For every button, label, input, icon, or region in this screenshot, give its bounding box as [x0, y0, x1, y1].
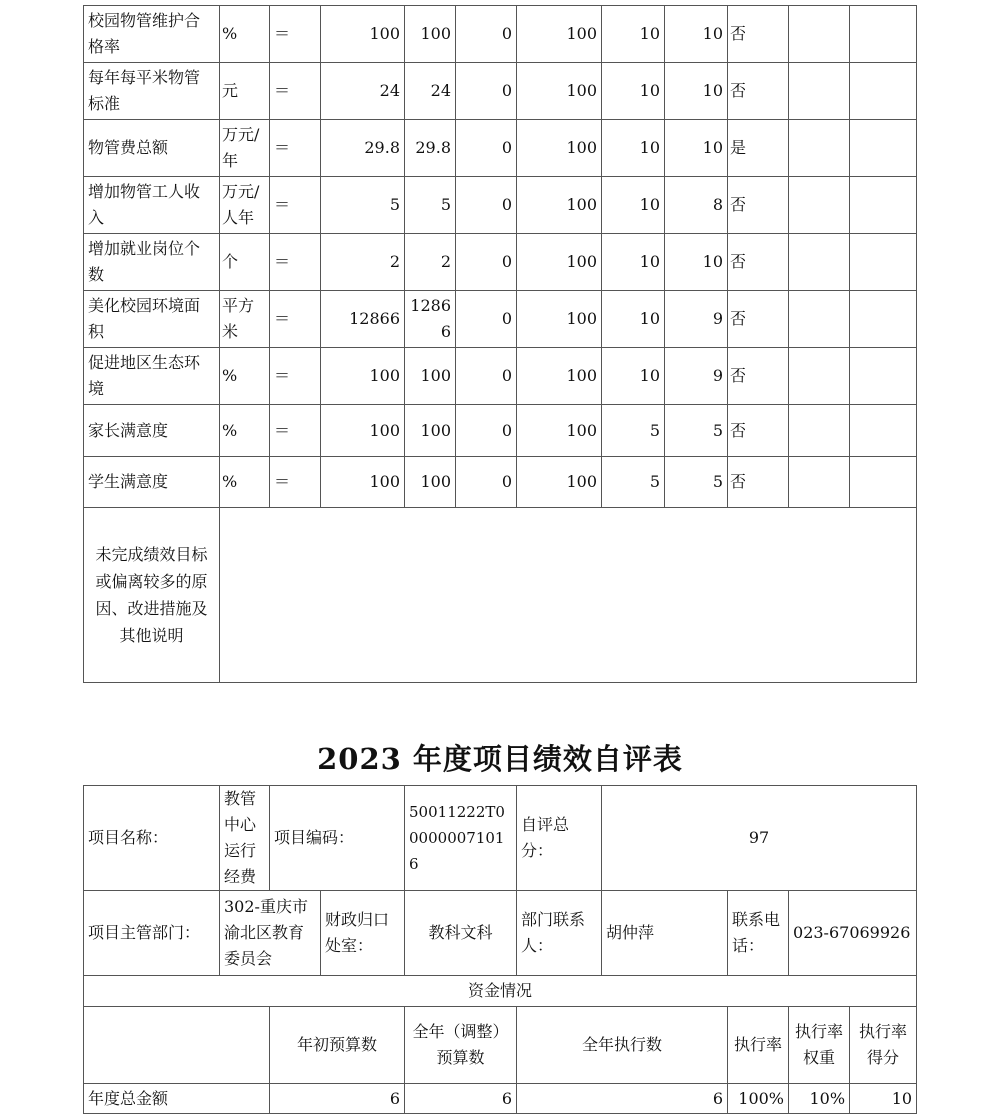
funds-header-initial: 年初预算数 — [270, 1007, 405, 1084]
funds-header-executed: 全年执行数 — [517, 1007, 728, 1084]
indicator-extra-1 — [789, 6, 850, 63]
indicator-extra-2 — [850, 234, 917, 291]
funds-header-blank — [84, 1007, 270, 1084]
project-row-1 — [84, 786, 917, 891]
indicator-name: 美化校园环境面积 — [84, 291, 220, 348]
indicator-flag: 否 — [728, 291, 789, 348]
indicator-weight: 10 — [602, 348, 665, 405]
funds-row-label: 年度总金额 — [84, 1084, 270, 1114]
funds-header-rate-score: 执行率得分 — [850, 1007, 917, 1084]
indicator-unit: 平方米 — [220, 291, 270, 348]
indicator-extra-1 — [789, 348, 850, 405]
indicator-weight: 5 — [602, 405, 665, 457]
indicator-actual: 100 — [405, 348, 456, 405]
indicator-operator: ＝ — [270, 291, 321, 348]
indicator-operator: ＝ — [270, 234, 321, 291]
indicator-score: 9 — [665, 348, 728, 405]
indicator-row — [84, 120, 917, 177]
indicator-deviation: 0 — [456, 177, 517, 234]
indicator-deviation: 0 — [456, 291, 517, 348]
contact-label: 部门联系人： — [517, 891, 602, 976]
indicator-extra-1 — [789, 457, 850, 508]
indicator-extra-2 — [850, 348, 917, 405]
project-code-value: 50011222T000000071016 — [405, 786, 517, 891]
indicator-deviation: 0 — [456, 6, 517, 63]
indicator-weight: 10 — [602, 120, 665, 177]
indicator-weight: 10 — [602, 63, 665, 120]
indicator-row — [84, 405, 917, 457]
indicator-score: 9 — [665, 291, 728, 348]
project-info-table — [83, 785, 917, 1114]
funds-header-rate-weight: 执行率权重 — [789, 1007, 850, 1084]
self-score-label: 自评总分： — [517, 786, 602, 891]
indicator-flag: 否 — [728, 63, 789, 120]
funds-row-executed: 6 — [517, 1084, 728, 1114]
finance-value: 教科文科 — [405, 891, 517, 976]
funds-row-rate: 100% — [728, 1084, 789, 1114]
indicator-weight: 5 — [602, 457, 665, 508]
indicator-completion: 100 — [517, 234, 602, 291]
indicator-extra-2 — [850, 405, 917, 457]
indicator-row — [84, 348, 917, 405]
project-row-2 — [84, 891, 917, 976]
indicator-unit: % — [220, 457, 270, 508]
funds-row-rate-score: 10 — [850, 1084, 917, 1114]
funds-header-rate: 执行率 — [728, 1007, 789, 1084]
indicator-name: 学生满意度 — [84, 457, 220, 508]
indicator-completion: 100 — [517, 348, 602, 405]
indicator-score: 5 — [665, 405, 728, 457]
indicator-operator: ＝ — [270, 6, 321, 63]
indicator-extra-2 — [850, 291, 917, 348]
indicator-target: 100 — [321, 457, 405, 508]
indicator-flag: 否 — [728, 348, 789, 405]
indicator-completion: 100 — [517, 291, 602, 348]
indicator-operator: ＝ — [270, 63, 321, 120]
indicator-completion: 100 — [517, 6, 602, 63]
indicator-table — [83, 5, 917, 683]
indicator-extra-2 — [850, 120, 917, 177]
indicator-unit: 元 — [220, 63, 270, 120]
indicator-extra-2 — [850, 63, 917, 120]
indicator-extra-2 — [850, 457, 917, 508]
indicator-completion: 100 — [517, 120, 602, 177]
funds-row-rate-weight: 10% — [789, 1084, 850, 1114]
indicator-extra-2 — [850, 6, 917, 63]
indicator-weight: 10 — [602, 234, 665, 291]
page-title: 2023 年度项目绩效自评表 — [317, 742, 683, 776]
indicator-extra-1 — [789, 234, 850, 291]
indicator-operator: ＝ — [270, 348, 321, 405]
indicator-extra-1 — [789, 405, 850, 457]
indicator-actual: 12866 — [405, 291, 456, 348]
self-score-value: 97 — [602, 786, 917, 891]
funds-header-adjusted: 全年（调整）预算数 — [405, 1007, 517, 1084]
indicator-actual: 100 — [405, 405, 456, 457]
indicator-completion: 100 — [517, 405, 602, 457]
indicator-operator: ＝ — [270, 457, 321, 508]
indicator-deviation: 0 — [456, 457, 517, 508]
indicator-completion: 100 — [517, 457, 602, 508]
indicator-operator: ＝ — [270, 405, 321, 457]
indicator-row — [84, 177, 917, 234]
indicator-target: 2 — [321, 234, 405, 291]
contact-value: 胡仲萍 — [602, 891, 728, 976]
indicator-extra-1 — [789, 177, 850, 234]
indicator-extra-2 — [850, 177, 917, 234]
indicator-row — [84, 234, 917, 291]
indicator-operator: ＝ — [270, 177, 321, 234]
indicator-target: 12866 — [321, 291, 405, 348]
project-name-value: 教管中心运行经费 — [220, 786, 270, 891]
indicator-extra-1 — [789, 63, 850, 120]
indicator-name: 物管费总额 — [84, 120, 220, 177]
indicator-weight: 10 — [602, 291, 665, 348]
indicator-deviation: 0 — [456, 405, 517, 457]
indicator-target: 5 — [321, 177, 405, 234]
indicator-deviation: 0 — [456, 63, 517, 120]
indicator-actual: 24 — [405, 63, 456, 120]
indicator-row — [84, 457, 917, 508]
indicator-row — [84, 291, 917, 348]
indicator-unit: % — [220, 6, 270, 63]
indicator-row — [84, 63, 917, 120]
indicator-target: 100 — [321, 348, 405, 405]
indicator-actual: 100 — [405, 6, 456, 63]
indicator-deviation: 0 — [456, 120, 517, 177]
phone-value: 023-67069926 — [789, 891, 917, 976]
indicator-deviation: 0 — [456, 348, 517, 405]
indicator-flag: 是 — [728, 120, 789, 177]
funds-row-initial: 6 — [270, 1084, 405, 1114]
indicator-flag: 否 — [728, 234, 789, 291]
funds-row-adjusted: 6 — [405, 1084, 517, 1114]
indicator-score: 10 — [665, 234, 728, 291]
indicator-name: 每年每平米物管标准 — [84, 63, 220, 120]
explanation-row — [84, 508, 917, 683]
indicator-weight: 10 — [602, 177, 665, 234]
project-code-label: 项目编码： — [270, 786, 405, 891]
indicator-name: 增加物管工人收入 — [84, 177, 220, 234]
project-name-label: 项目名称： — [84, 786, 220, 891]
indicator-target: 24 — [321, 63, 405, 120]
indicator-flag: 否 — [728, 177, 789, 234]
indicator-actual: 29.8 — [405, 120, 456, 177]
indicator-score: 5 — [665, 457, 728, 508]
indicator-flag: 否 — [728, 457, 789, 508]
indicator-weight: 10 — [602, 6, 665, 63]
indicator-row — [84, 6, 917, 63]
funds-data-row — [84, 1084, 917, 1114]
indicator-name: 促进地区生态环境 — [84, 348, 220, 405]
indicator-actual: 2 — [405, 234, 456, 291]
indicator-actual: 100 — [405, 457, 456, 508]
indicator-flag: 否 — [728, 405, 789, 457]
dept-label: 项目主管部门： — [84, 891, 220, 976]
indicator-flag: 否 — [728, 6, 789, 63]
indicator-target: 100 — [321, 6, 405, 63]
indicator-extra-1 — [789, 120, 850, 177]
indicator-name: 校园物管维护合格率 — [84, 6, 220, 63]
indicator-unit: 万元/年 — [220, 120, 270, 177]
indicator-operator: ＝ — [270, 120, 321, 177]
explanation-value — [220, 508, 917, 683]
finance-label: 财政归口处室： — [321, 891, 405, 976]
indicator-completion: 100 — [517, 63, 602, 120]
indicator-score: 10 — [665, 120, 728, 177]
indicator-score: 10 — [665, 6, 728, 63]
indicator-name: 家长满意度 — [84, 405, 220, 457]
indicator-deviation: 0 — [456, 234, 517, 291]
phone-label: 联系电话： — [728, 891, 789, 976]
funds-section-label: 资金情况 — [84, 976, 917, 1007]
indicator-score: 8 — [665, 177, 728, 234]
indicator-target: 29.8 — [321, 120, 405, 177]
indicator-target: 100 — [321, 405, 405, 457]
indicator-name: 增加就业岗位个数 — [84, 234, 220, 291]
funds-header-row — [84, 1007, 917, 1084]
indicator-completion: 100 — [517, 177, 602, 234]
indicator-unit: % — [220, 348, 270, 405]
indicator-unit: % — [220, 405, 270, 457]
indicator-score: 10 — [665, 63, 728, 120]
indicator-unit: 个 — [220, 234, 270, 291]
indicator-unit: 万元/人年 — [220, 177, 270, 234]
funds-section-row — [84, 976, 917, 1007]
explanation-label: 未完成绩效目标或偏离较多的原因、改进措施及其他说明 — [84, 508, 220, 683]
indicator-actual: 5 — [405, 177, 456, 234]
dept-value: 302-重庆市渝北区教育委员会 — [220, 891, 321, 976]
indicator-extra-1 — [789, 291, 850, 348]
